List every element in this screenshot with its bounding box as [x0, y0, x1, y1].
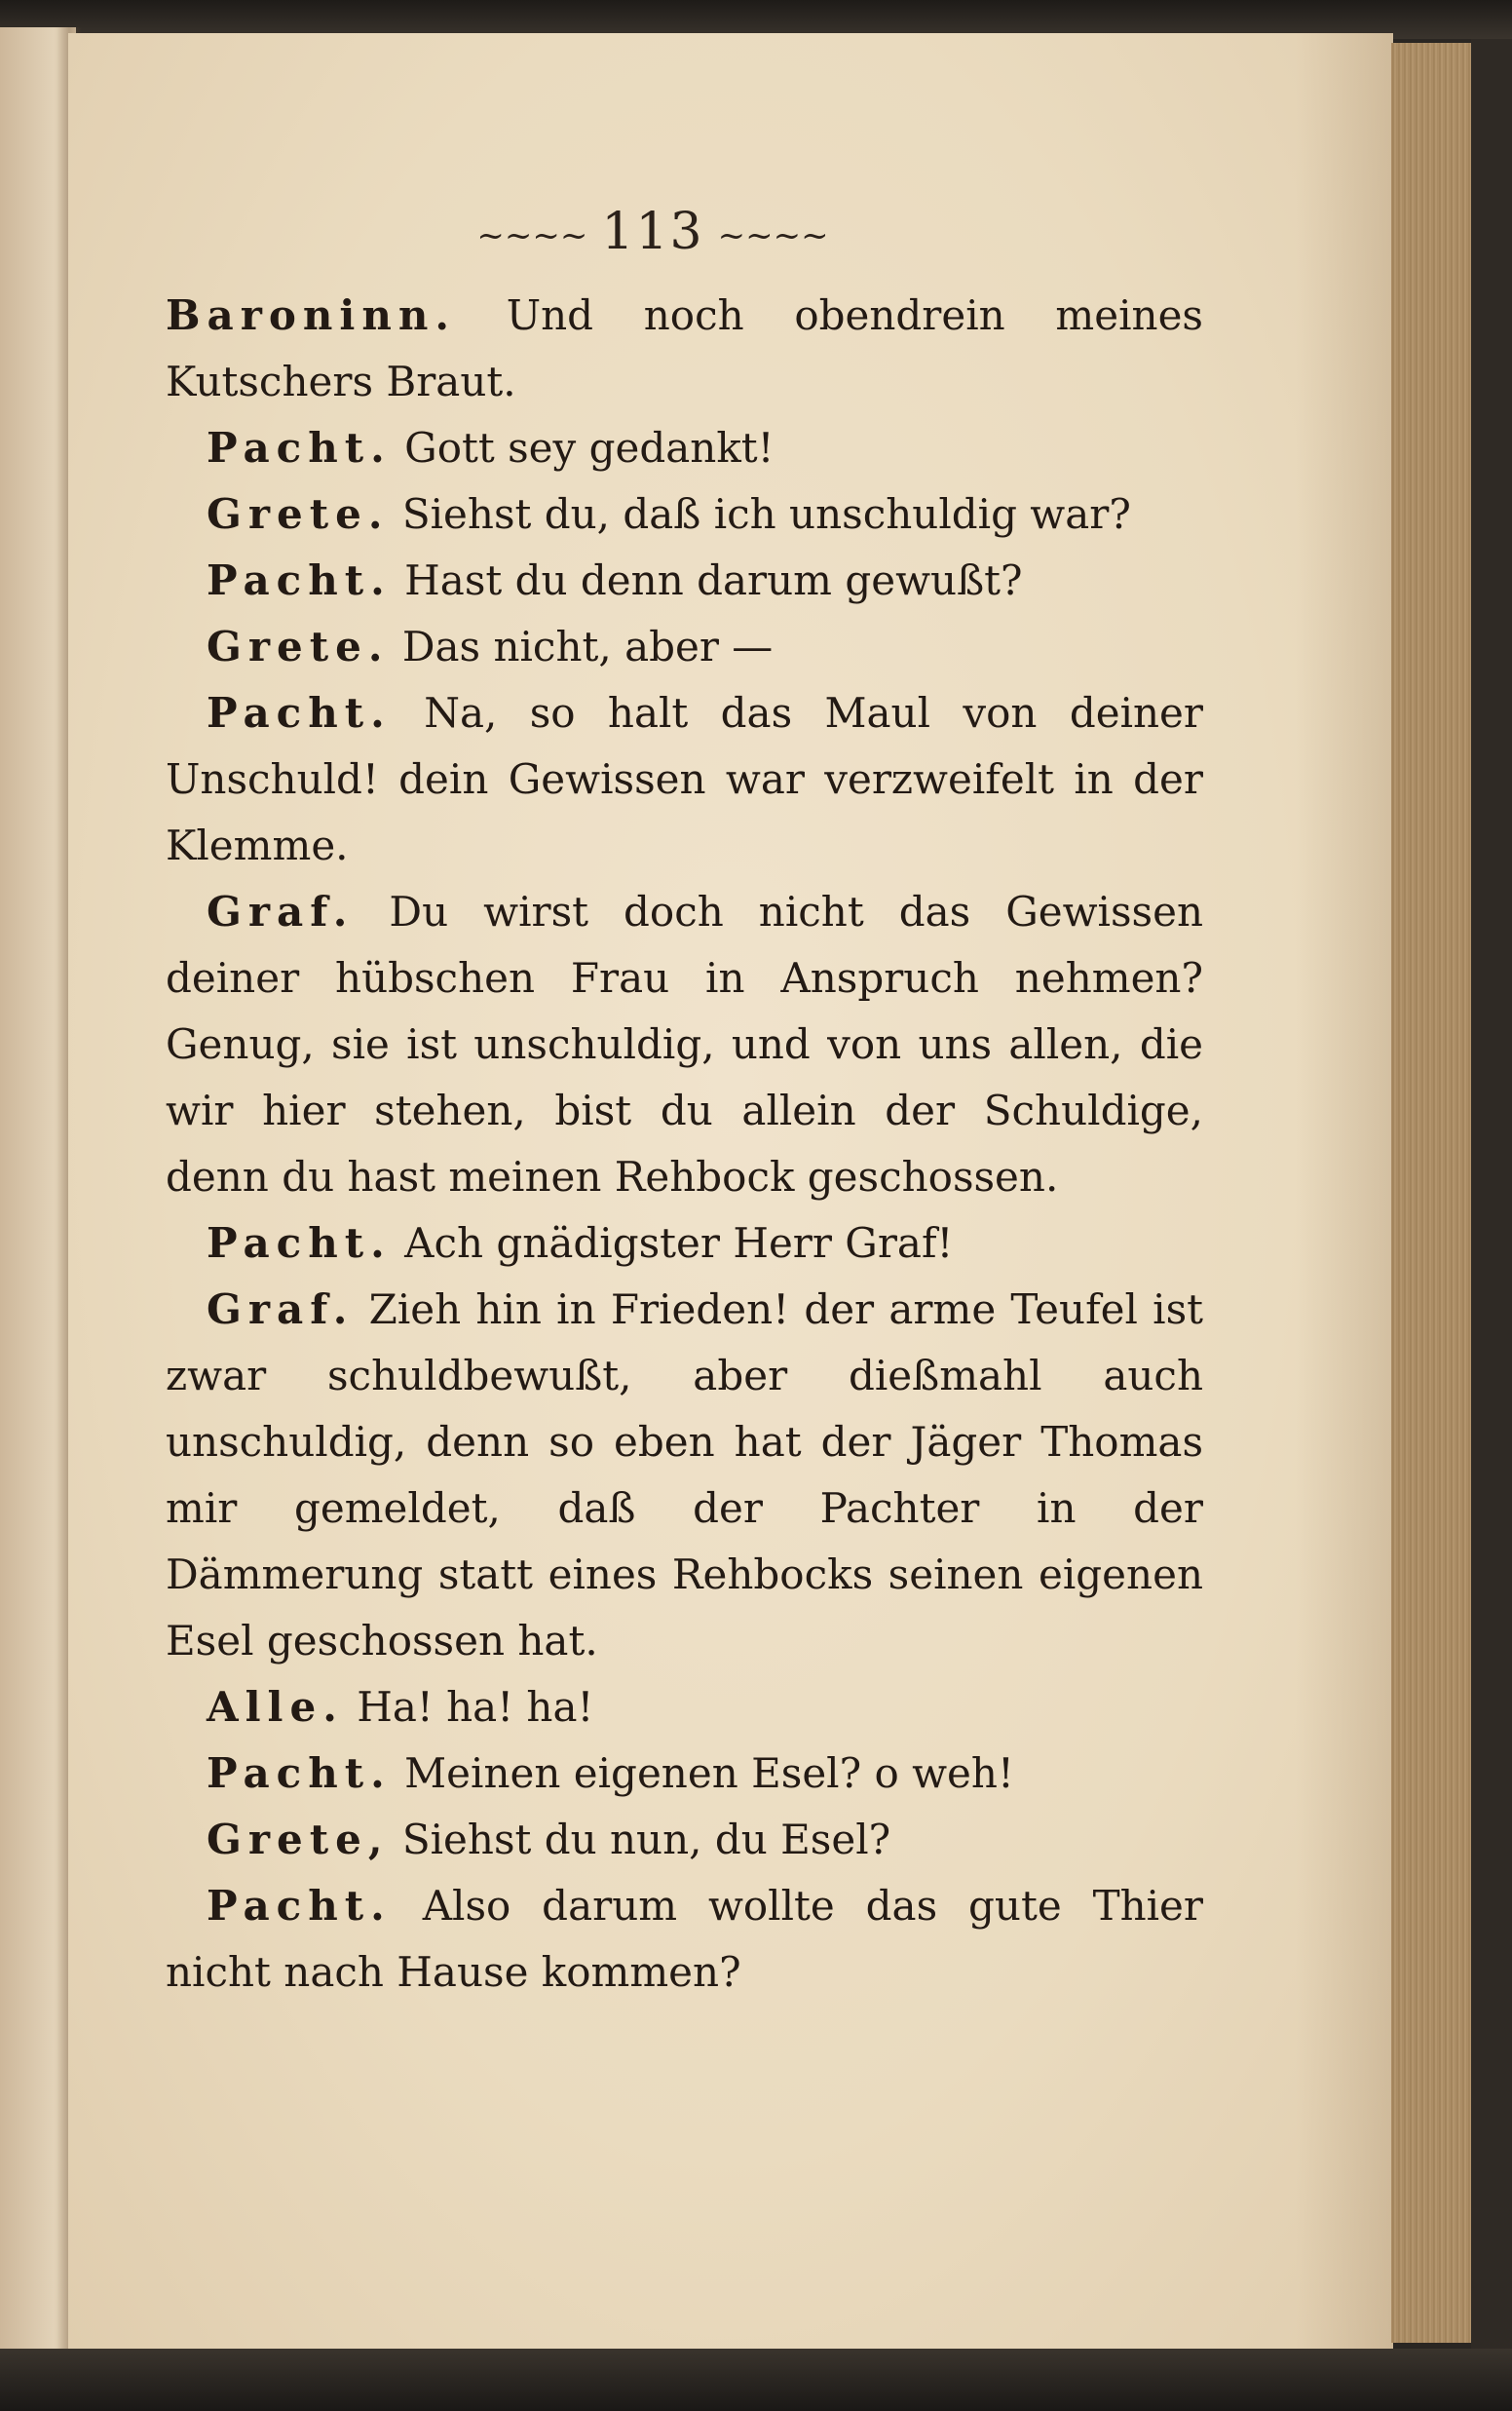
- speech-text: Ach gnädigster Herr Graf!: [404, 1219, 954, 1267]
- speaker-name: Baroninn.: [166, 291, 457, 339]
- speech-text: Meinen eigenen Esel? o weh!: [404, 1749, 1014, 1797]
- dialogue-entry: [166, 1741, 1203, 1807]
- speech-text: Siehst du, daß ich unschuldig war?: [401, 490, 1131, 538]
- speaker-name: Pacht.: [207, 689, 392, 737]
- dialogue-entry: [166, 614, 1203, 680]
- speaker-name: Pacht.: [207, 424, 392, 472]
- speech-text: Ha! ha! ha!: [357, 1683, 594, 1731]
- dialogue-entry: [166, 1210, 1203, 1277]
- page-shadow: [1296, 33, 1393, 2349]
- speaker-name: Grete.: [207, 490, 390, 538]
- dialogue-entry: [166, 1277, 1203, 1674]
- speech-text: Also darum wollte das gute Thier nicht nach Hause kommen?: [166, 1882, 1203, 1996]
- speaker-name: Pacht.: [207, 1882, 392, 1930]
- dialogue-entry: [166, 879, 1203, 1210]
- header-ornament-left: ~~~~: [476, 215, 588, 255]
- speech-text: Siehst du nun, du Esel?: [401, 1816, 891, 1863]
- speaker-name: Grete,: [207, 1816, 390, 1863]
- dialogue-entry: [166, 1674, 1203, 1741]
- dialogue-entry: [166, 283, 1203, 415]
- speech-text: Du wirst doch nicht das Gewissen deiner hübschen Frau in Anspruch nehmen? Genug, sie ist unschuldig, und von uns allen, die wir hier stehen, bist du allein der Schuldige, denn du hast meinen Rehbock geschossen.: [166, 888, 1204, 1201]
- dialogue-entry: [166, 1873, 1203, 2006]
- speaker-name: Alle.: [207, 1683, 344, 1731]
- page-header: [458, 203, 848, 261]
- speech-text: Hast du denn darum gewußt?: [404, 556, 1023, 604]
- speaker-name: Pacht.: [207, 556, 392, 604]
- binding-edge: [1471, 39, 1512, 2349]
- speech-text: Das nicht, aber —: [401, 623, 774, 670]
- page-number: 113: [601, 203, 704, 261]
- dialogue-entry: [166, 481, 1203, 548]
- dialogue-entry: [166, 415, 1203, 481]
- speaker-name: Grete.: [207, 623, 390, 670]
- speaker-name: Pacht.: [207, 1219, 392, 1267]
- header-ornament-right: ~~~~: [717, 215, 829, 255]
- book-bottom-edge: [0, 2349, 1512, 2411]
- speech-text: Gott sey gedankt!: [404, 424, 775, 472]
- dialogue-text: [166, 283, 1203, 2006]
- speaker-name: Pacht.: [207, 1749, 392, 1797]
- speaker-name: Graf.: [207, 888, 355, 936]
- speaker-name: Graf.: [207, 1285, 355, 1333]
- speech-text: Und noch obendrein meines Kutschers Braut.: [166, 291, 1203, 405]
- dialogue-entry: [166, 680, 1203, 879]
- speech-text: Zieh hin in Frieden! der arme Teufel ist zwar schuldbewußt, aber dießmahl auch unschuldig, denn so eben hat der Jäger Thomas mir gemeldet, daß der Pachter in der Dämmerung statt eines Rehbocks seinen eigenen Esel geschossen hat.: [166, 1285, 1204, 1665]
- dialogue-entry: [166, 1807, 1203, 1873]
- speech-text: Na, so halt das Maul von deiner Unschuld! dein Gewissen war verzweifelt in der Klemme.: [166, 689, 1203, 869]
- dialogue-entry: [166, 548, 1203, 614]
